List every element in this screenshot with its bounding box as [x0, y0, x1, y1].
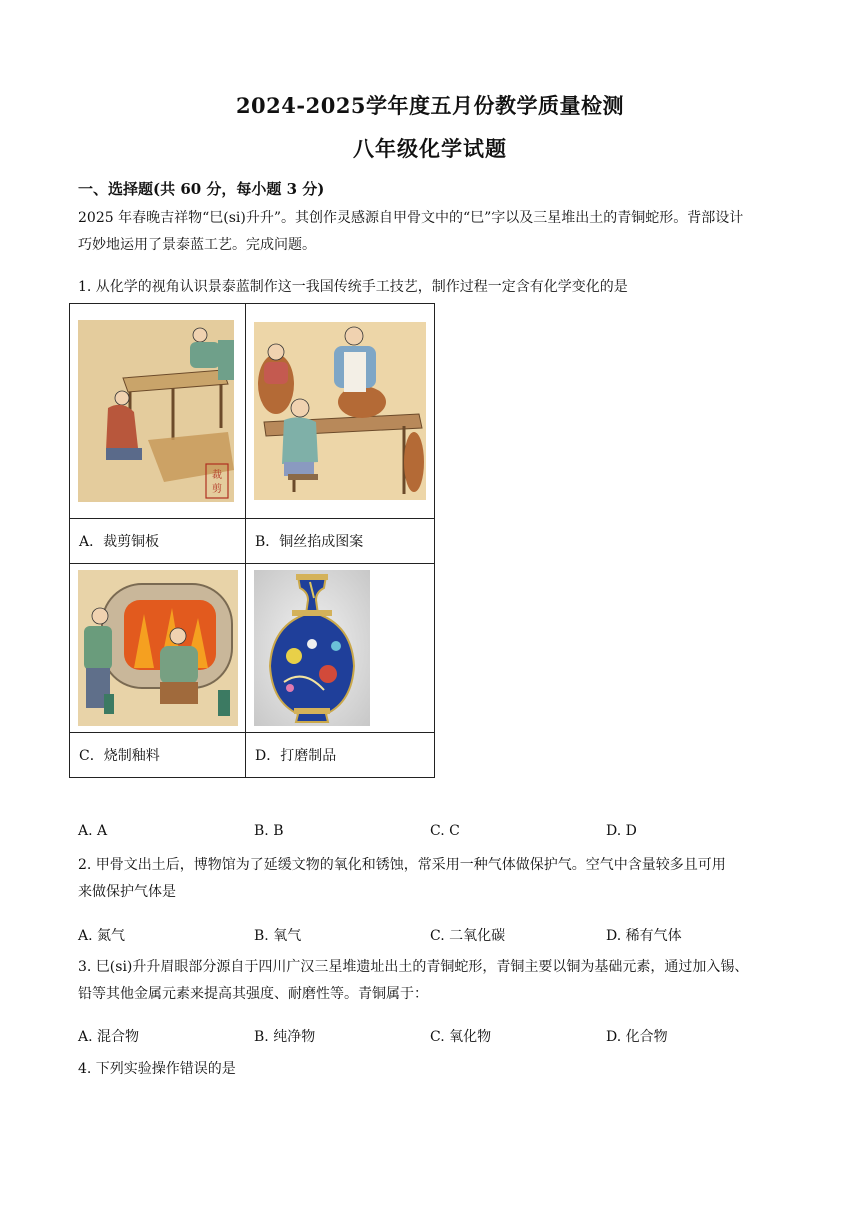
q2-stem-line-2: 来做保护气体是 [78, 884, 176, 900]
section-heading: 一、选择题(共 60 分，每小题 3 分) [78, 180, 325, 198]
q2-answer-d[interactable]: D. 稀有气体 [606, 928, 682, 944]
question-1-answers [78, 823, 788, 847]
q3-answer-b[interactable]: B. 纯净物 [254, 1029, 316, 1045]
q2-stem-line-1: 2. 甲骨文出土后，博物馆为了延缓文物的氧化和锈蚀，常采用一种气体做保护气。空气中含量较多且可用 [78, 857, 726, 873]
option-b-image-cell [246, 304, 435, 519]
intro-line-2: 巧妙地运用了景泰蓝工艺。完成问题。 [78, 237, 316, 253]
option-c-image-cell [70, 564, 246, 733]
intro-paragraph [78, 205, 784, 259]
question-2-stem [78, 852, 784, 906]
q3-stem-line-1: 3. 巳(si)升升眉眼部分源自于四川广汉三星堆遗址出土的青铜蛇形，青铜主要以铜为基础元素，通过加入锡、 [78, 959, 749, 975]
option-c-label: C．烧制釉料 [70, 733, 246, 778]
q1-answer-d[interactable]: D. D [606, 823, 637, 839]
exam-title: 2024-2025学年度五月份教学质量检测 [235, 93, 625, 118]
q1-answer-b[interactable]: B. B [254, 823, 284, 839]
cutting-copper-illustration [78, 320, 234, 502]
firing-glaze-illustration [78, 570, 238, 726]
question-1-option-table [69, 303, 435, 778]
q3-stem-line-2: 铅等其他金属元素来提高其强度、耐磨性等。青铜属于： [78, 986, 428, 1002]
question-1-stem: 1. 从化学的视角认识景泰蓝制作这一我国传统手工技艺，制作过程一定含有化学变化的是 [78, 279, 628, 295]
question-4-stem: 4. 下列实验操作错误的是 [78, 1061, 236, 1077]
q1-answer-c[interactable]: C. C [430, 823, 460, 839]
cutting-stamp-char-1: 裁 [212, 470, 222, 481]
q2-answer-b[interactable]: B. 氧气 [254, 928, 302, 944]
option-a-label: A．裁剪铜板 [70, 519, 246, 564]
q3-answer-c[interactable]: C. 氧化物 [430, 1029, 492, 1045]
q1-answer-a[interactable]: A. A [78, 823, 108, 839]
question-2-answers [78, 925, 788, 949]
q3-answer-a[interactable]: A. 混合物 [78, 1029, 140, 1045]
option-b-label: B．铜丝掐成图案 [246, 519, 435, 564]
option-d-image-cell [246, 564, 435, 733]
q2-answer-c[interactable]: C. 二氧化碳 [430, 928, 506, 944]
exam-subtitle: 八年级化学试题 [353, 136, 507, 161]
question-3-stem [78, 954, 784, 1008]
q3-answer-d[interactable]: D. 化合物 [606, 1029, 668, 1045]
cutting-stamp-char-2: 剪 [212, 484, 222, 495]
cloisonne-vase-photo [254, 570, 370, 726]
wire-shaping-illustration [254, 322, 426, 500]
option-d-label: D．打磨制品 [246, 733, 435, 778]
option-a-image-cell [70, 304, 246, 519]
question-3-answers [78, 1026, 788, 1050]
intro-line-1: 2025 年春晚吉祥物“巳(si)升升”。其创作灵感源自甲骨文中的“巳”字以及三星堆出土的青铜蛇形。背部设计 [78, 210, 744, 226]
q2-answer-a[interactable]: A. 氮气 [78, 928, 126, 944]
